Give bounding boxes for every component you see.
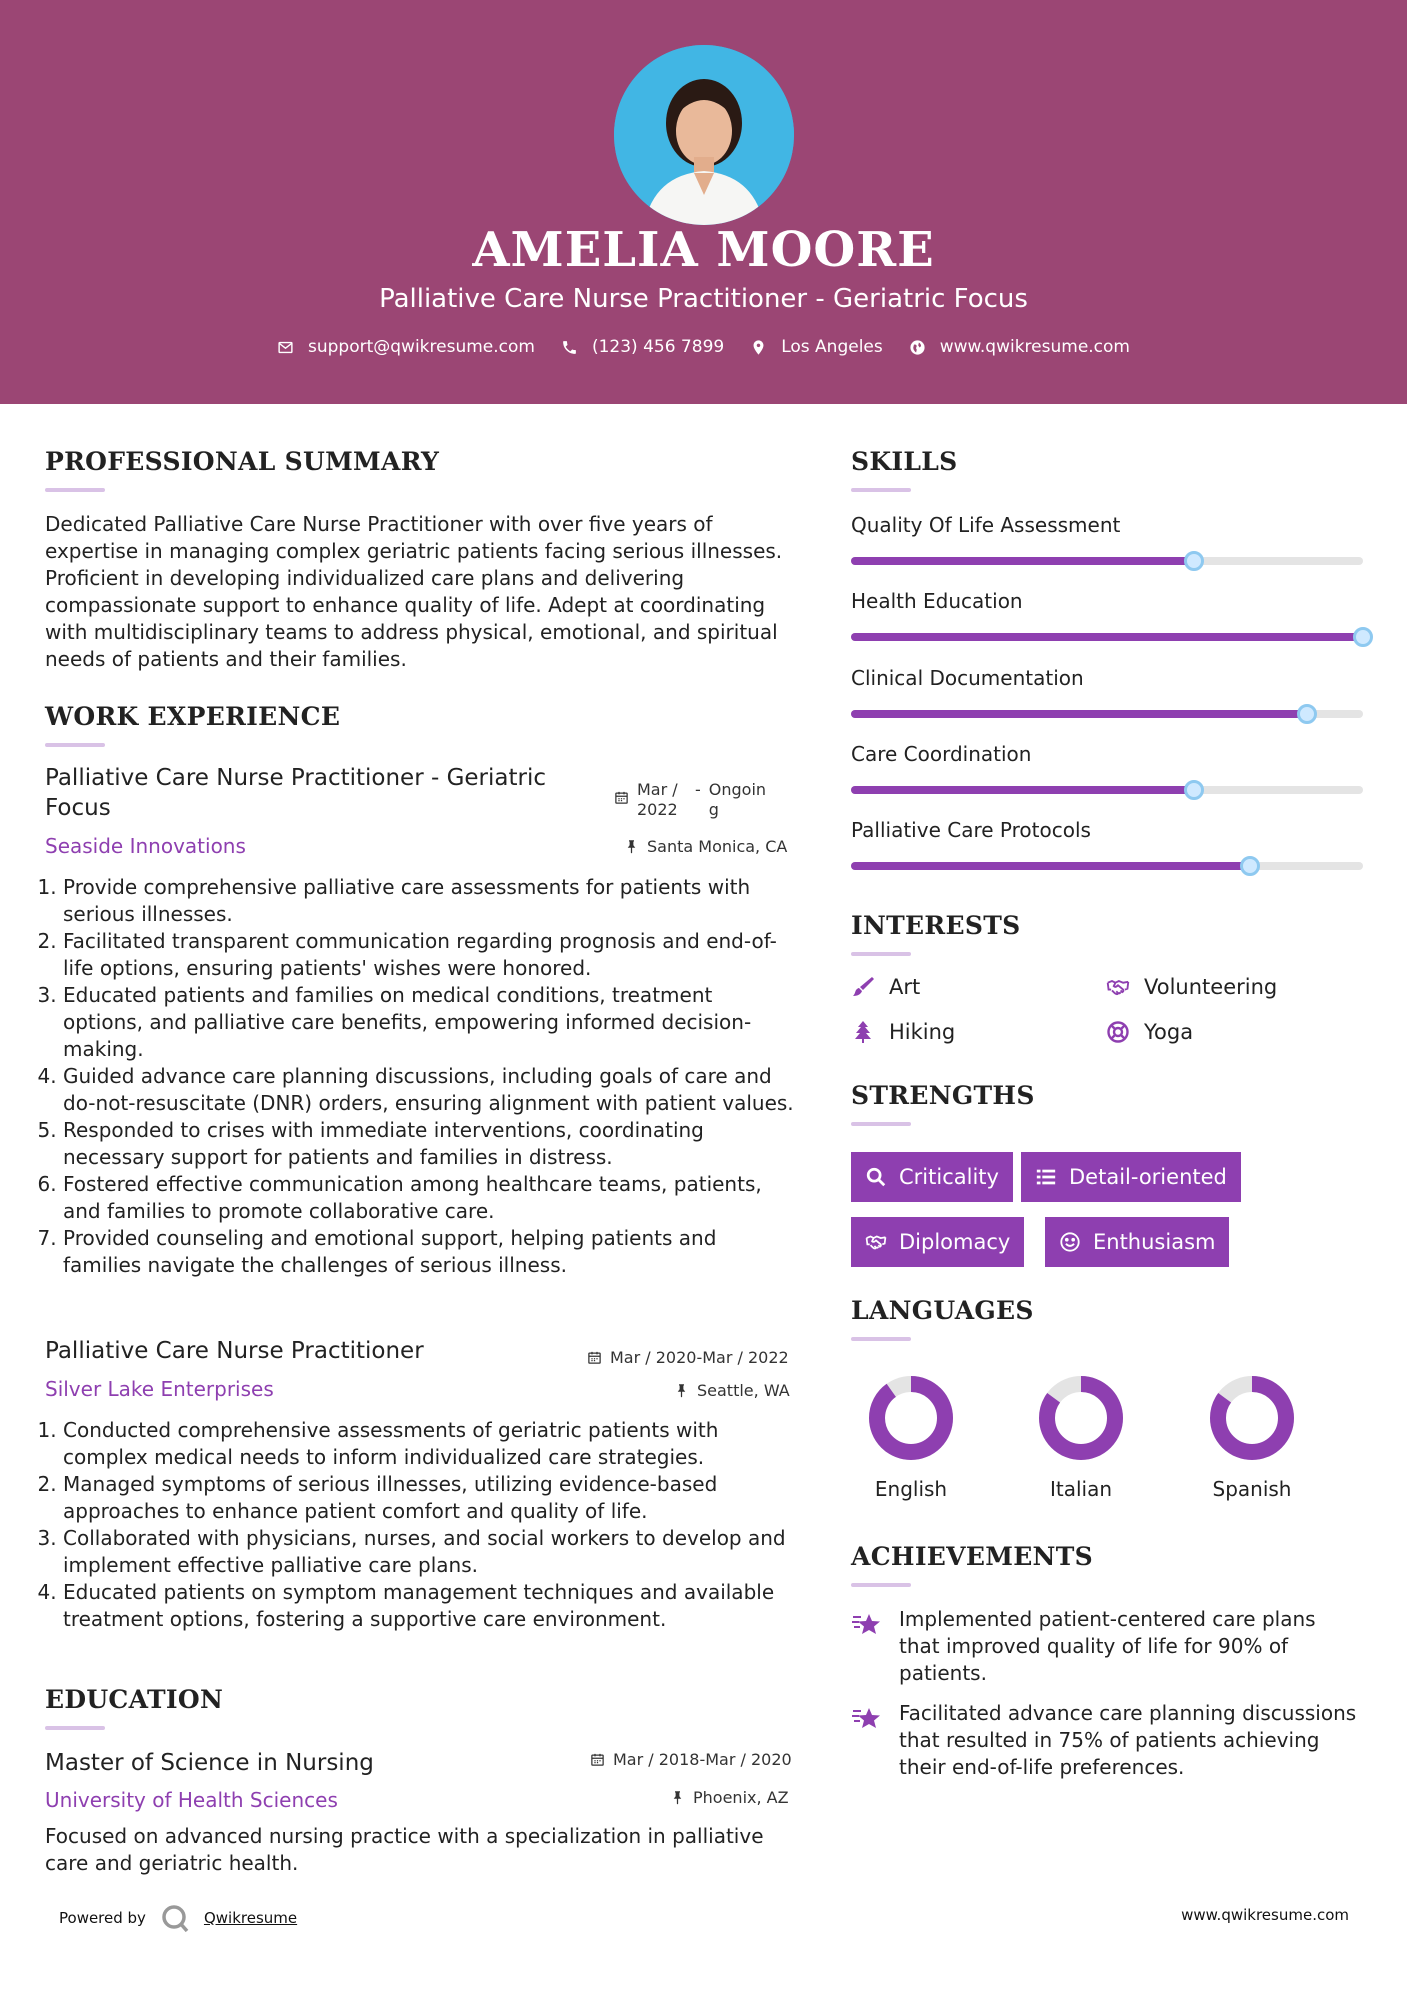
contact-phone-text: (123) 456 7899 <box>591 337 725 357</box>
list-item: 5. Responded to crises with immediate interventions, coordinating necessary support for patients and families in distress. <box>63 1117 795 1171</box>
skill-name: Clinical Documentation <box>851 666 1084 690</box>
skill-bar <box>851 557 1363 565</box>
contact-phone[interactable] <box>561 337 724 357</box>
skill-bar-fill <box>851 557 1194 565</box>
education-location-text: Phoenix, AZ <box>693 1788 789 1807</box>
strength-tag <box>1021 1152 1241 1202</box>
contact-bar <box>0 337 1407 357</box>
list-item: 2. Facilitated transparent communication regarding prognosis and end-of-life options, ensuring patients' wishes were honored. <box>63 928 795 982</box>
education-divider <box>45 1726 105 1730</box>
candidate-title: Palliative Care Nurse Practitioner - Geriatric Focus <box>379 284 1028 314</box>
list-item: 1. Conducted comprehensive assessments of geriatric patients with complex medical needs to inform individualized care strategies. <box>63 1417 805 1471</box>
job-bullet-list <box>35 874 795 1279</box>
footer-powered-by <box>59 1903 297 1933</box>
job-company: Seaside Innovations <box>45 834 246 858</box>
contact-location <box>750 337 883 357</box>
language-item <box>851 1375 971 1501</box>
calendar-icon <box>587 1350 602 1365</box>
skills-heading: SKILLS <box>851 447 958 476</box>
education-dates <box>590 1750 792 1769</box>
language-donut <box>1038 1375 1124 1461</box>
search-icon <box>865 1166 887 1188</box>
list-item: 7. Provided counseling and emotional support, helping patients and families navigate the challenges of serious illness. <box>63 1225 795 1279</box>
interest-label: Hiking <box>889 1020 956 1044</box>
skill-name: Quality Of Life Assessment <box>851 513 1121 537</box>
resume-header <box>0 0 1407 404</box>
strength-label: Detail-oriented <box>1069 1165 1227 1189</box>
skill-bar <box>851 786 1363 794</box>
skill-bar <box>851 862 1363 870</box>
job-location-text: Santa Monica, CA <box>647 837 788 856</box>
achievement-text: Facilitated advance care planning discussions that resulted in 75% of patients achieving their end-of-life preferences. <box>899 1701 1357 1779</box>
contact-email[interactable] <box>277 337 535 357</box>
strength-label: Criticality <box>899 1165 999 1189</box>
list-item: 3. Collaborated with physicians, nurses, and social workers to develop and implement effective palliative care plans. <box>63 1525 805 1579</box>
skill-bar <box>851 710 1363 718</box>
lifebuoy-icon <box>1106 1020 1130 1044</box>
list-item: 4. Guided advance care planning discussions, including goals of care and do-not-resuscitate (DNR) orders, ensuring alignment with patient values. <box>63 1063 795 1117</box>
interests-heading: INTERESTS <box>851 911 1021 940</box>
star-award-icon <box>851 1608 883 1640</box>
language-label: English <box>874 1477 948 1501</box>
skill-bar <box>851 633 1363 641</box>
achievements-divider <box>851 1583 911 1587</box>
job-date-start: Mar / 2022 <box>637 780 678 819</box>
achievement-item <box>851 1700 1359 1781</box>
skill-bar-knob <box>1184 780 1204 800</box>
summary-heading: PROFESSIONAL SUMMARY <box>45 447 440 476</box>
handshake-icon <box>1106 975 1130 999</box>
job-location-text: Seattle, WA <box>697 1381 790 1400</box>
calendar-icon <box>614 790 629 805</box>
experience-divider <box>45 743 105 747</box>
skill-name: Palliative Care Protocols <box>851 818 1091 842</box>
job-dates <box>614 780 775 820</box>
globe-icon <box>909 339 926 356</box>
phone-icon <box>561 339 578 356</box>
interest-item <box>1106 1020 1193 1044</box>
pushpin-icon <box>624 839 639 854</box>
languages-divider <box>851 1337 911 1341</box>
contact-website[interactable] <box>909 337 1130 357</box>
contact-location-text: Los Angeles <box>781 337 883 357</box>
job-date-range: Mar / 2020-Mar / 2022 <box>610 1348 789 1367</box>
education-school: University of Health Sciences <box>45 1788 338 1812</box>
achievement-item <box>851 1606 1359 1687</box>
calendar-icon <box>590 1752 605 1767</box>
job-bullet-list <box>35 1417 805 1633</box>
strength-label: Diplomacy <box>899 1230 1011 1254</box>
list-item: 1. Provide comprehensive palliative care assessments for patients with serious illnesses. <box>63 874 795 928</box>
language-donut <box>868 1375 954 1461</box>
job-location <box>674 1381 790 1400</box>
summary-text: Dedicated Palliative Care Nurse Practitioner with over five years of expertise in managing complex geriatric patients facing serious illnesses. Proficient in developing individualized care plans and delivering compassionate support to enhance quality of life. Adept at coordinating with multidisciplinary teams to address physical, emotional, and spiritual needs of patients and their families. <box>45 512 783 671</box>
language-donut <box>1209 1375 1295 1461</box>
education-degree: Master of Science in Nursing <box>45 1750 374 1776</box>
candidate-name: AMELIA MOORE <box>472 222 935 278</box>
strength-tag <box>851 1152 1013 1202</box>
footer-powered-label: Powered by <box>59 1909 146 1927</box>
contact-website-text: www.qwikresume.com <box>939 337 1130 357</box>
interest-item <box>851 1020 955 1044</box>
profile-photo <box>614 45 794 225</box>
strength-label: Enthusiasm <box>1093 1230 1216 1254</box>
list-item: 4. Educated patients on symptom management techniques and available treatment options, fostering a supportive care environment. <box>63 1579 805 1633</box>
job-title: Palliative Care Nurse Practitioner - Geriatric Focus <box>45 765 547 821</box>
strength-tag <box>851 1217 1024 1267</box>
skill-name: Health Education <box>851 589 1023 613</box>
skill-bar-fill <box>851 862 1250 870</box>
job-date-separator: - <box>695 780 701 799</box>
skill-name: Care Coordination <box>851 742 1032 766</box>
interest-label: Art <box>889 975 921 999</box>
paintbrush-icon <box>851 975 875 999</box>
star-award-icon <box>851 1702 883 1734</box>
handshake-icon <box>865 1231 887 1253</box>
smile-icon <box>1059 1231 1081 1253</box>
footer-brand-link[interactable]: Qwikresume <box>203 1909 298 1927</box>
tree-icon <box>851 1020 875 1044</box>
language-label: Italian <box>1049 1477 1113 1501</box>
skill-bar-fill <box>851 710 1307 718</box>
qwikresume-logo-icon <box>160 1903 190 1933</box>
job-dates <box>587 1348 789 1367</box>
languages-heading: LANGUAGES <box>851 1296 1034 1325</box>
education-heading: EDUCATION <box>45 1685 224 1714</box>
strength-tag <box>1045 1217 1229 1267</box>
list-item: 2. Managed symptoms of serious illnesses, utilizing evidence-based approaches to enhance patient comfort and quality of life. <box>63 1471 805 1525</box>
education-location <box>670 1788 789 1807</box>
interest-label: Volunteering <box>1144 975 1278 999</box>
pushpin-icon <box>670 1790 685 1805</box>
language-item <box>1192 1375 1312 1501</box>
language-label: Spanish <box>1212 1477 1292 1501</box>
strengths-heading: STRENGTHS <box>851 1081 1035 1110</box>
summary-divider <box>45 488 105 492</box>
pushpin-icon <box>674 1383 689 1398</box>
footer-url[interactable]: www.qwikresume.com <box>1181 1906 1349 1924</box>
contact-email-text: support@qwikresume.com <box>308 337 535 357</box>
skill-bar-knob <box>1184 551 1204 571</box>
job-title: Palliative Care Nurse Practitioner <box>45 1338 424 1364</box>
list-item: 6. Fostered effective communication among healthcare teams, patients, and families to promote collaborative care. <box>63 1171 795 1225</box>
skill-bar-knob <box>1240 856 1260 876</box>
list-item: 3. Educated patients and families on medical conditions, treatment options, and palliative care benefits, empowering informed decision-making. <box>63 982 795 1063</box>
interests-divider <box>851 952 911 956</box>
skill-bar-knob <box>1353 627 1373 647</box>
interest-label: Yoga <box>1144 1020 1194 1044</box>
skill-bar-fill <box>851 633 1363 641</box>
language-item <box>1021 1375 1141 1501</box>
envelope-icon <box>277 339 294 356</box>
education-description: Focused on advanced nursing practice with a specialization in palliative care and geriatric health. <box>45 1824 764 1875</box>
job-company: Silver Lake Enterprises <box>45 1377 274 1401</box>
map-marker-icon <box>750 339 767 356</box>
achievement-text: Implemented patient-centered care plans that improved quality of life for 90% of patients. <box>899 1607 1316 1685</box>
education-date-range: Mar / 2018-Mar / 2020 <box>613 1750 792 1769</box>
job-location <box>624 837 787 856</box>
experience-heading: WORK EXPERIENCE <box>45 702 341 731</box>
skills-divider <box>851 488 911 492</box>
job-date-end: Ongoing <box>708 780 767 819</box>
interest-item <box>1106 975 1277 999</box>
skill-bar-knob <box>1297 704 1317 724</box>
list-icon <box>1035 1166 1057 1188</box>
interest-item <box>851 975 920 999</box>
achievements-heading: ACHIEVEMENTS <box>851 1542 1093 1571</box>
skill-bar-fill <box>851 786 1194 794</box>
strengths-divider <box>851 1122 911 1126</box>
